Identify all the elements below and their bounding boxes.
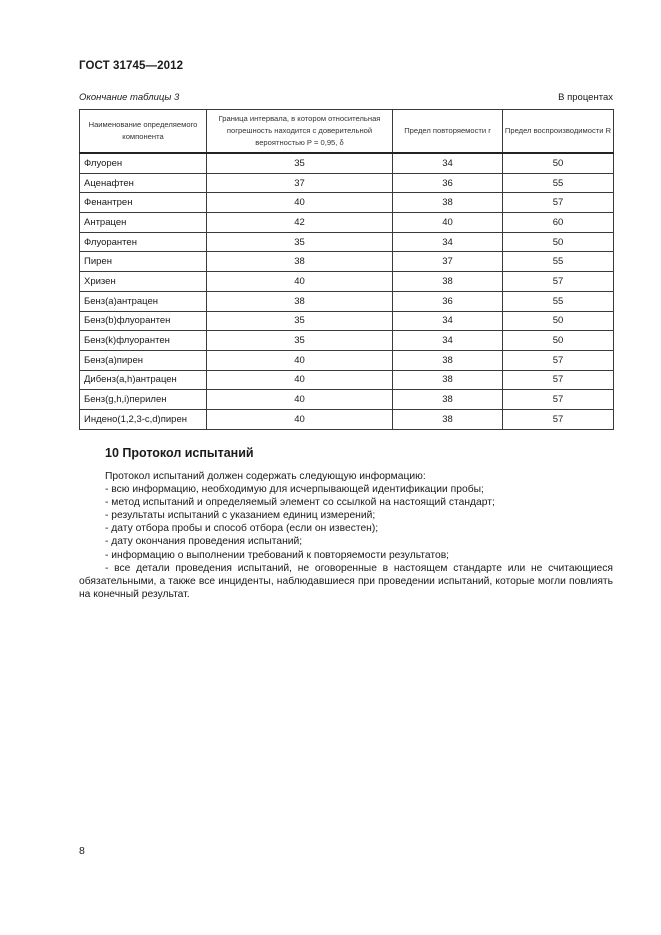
repeatability-value: 38 — [393, 272, 503, 292]
list-item: - все детали проведения испытаний, не оговоренные в настоящем стандарте или не считающиеся обязательными, а также все инциденты, наблюдавшиеся при проведении испытаний, которые могли повлиять на конечный результат. — [79, 562, 613, 600]
reproducibility-value: 57 — [503, 370, 614, 390]
section-intro: Протокол испытаний должен содержать следующую информацию: — [105, 471, 426, 482]
component-name: Дибенз(a,h)антрацен — [80, 370, 207, 390]
interval-value: 38 — [207, 252, 393, 272]
repeatability-value: 38 — [393, 409, 503, 429]
repeatability-value: 36 — [393, 173, 503, 193]
document-code: ГОСТ 31745—2012 — [79, 60, 184, 72]
table-header-row — [80, 110, 614, 154]
table-units: В процентах — [558, 92, 613, 103]
component-name: Бенз(а)антрацен — [80, 291, 207, 311]
component-name: Бенз(а)пирен — [80, 350, 207, 370]
reproducibility-value: 57 — [503, 390, 614, 410]
page-number: 8 — [79, 845, 85, 857]
component-name: Бенз(k)флуорантен — [80, 331, 207, 351]
interval-value: 35 — [207, 153, 393, 173]
reproducibility-value: 55 — [503, 291, 614, 311]
component-name: Индено(1,2,3-c,d)пирен — [80, 409, 207, 429]
component-name: Аценафтен — [80, 173, 207, 193]
table-row — [80, 213, 614, 233]
table-row — [80, 153, 614, 173]
table-row — [80, 311, 614, 331]
column-header-repeatability: Предел повторяемости r — [393, 110, 503, 154]
interval-value: 35 — [207, 232, 393, 252]
reproducibility-value: 50 — [503, 331, 614, 351]
table-row — [80, 390, 614, 410]
list-item: - всю информацию, необходимую для исчерпывающей идентификации пробы; — [105, 484, 484, 496]
table-row — [80, 173, 614, 193]
interval-value: 35 — [207, 311, 393, 331]
reproducibility-value: 50 — [503, 232, 614, 252]
reproducibility-value: 55 — [503, 252, 614, 272]
interval-value: 38 — [207, 291, 393, 311]
repeatability-value: 37 — [393, 252, 503, 272]
results-table — [79, 109, 614, 430]
table-row — [80, 252, 614, 272]
table-row — [80, 232, 614, 252]
interval-value: 35 — [207, 331, 393, 351]
interval-value: 40 — [207, 272, 393, 292]
repeatability-value: 34 — [393, 331, 503, 351]
column-header-component: Наименование определяемого компонента — [80, 110, 207, 154]
table-row — [80, 331, 614, 351]
reproducibility-value: 57 — [503, 350, 614, 370]
reproducibility-value: 60 — [503, 213, 614, 233]
interval-value: 40 — [207, 350, 393, 370]
list-item: - результаты испытаний с указанием единиц измерений; — [105, 510, 376, 522]
repeatability-value: 34 — [393, 232, 503, 252]
repeatability-value: 40 — [393, 213, 503, 233]
table-row — [80, 350, 614, 370]
component-name: Фенантрен — [80, 193, 207, 213]
list-item: - дату окончания проведения испытаний; — [105, 536, 303, 548]
interval-value: 42 — [207, 213, 393, 233]
reproducibility-value: 57 — [503, 409, 614, 429]
table-caption: Окончание таблицы 3 — [79, 92, 180, 103]
table-row — [80, 193, 614, 213]
table-row — [80, 370, 614, 390]
component-name: Пирен — [80, 252, 207, 272]
component-name: Бенз(b)флуорантен — [80, 311, 207, 331]
interval-value: 40 — [207, 370, 393, 390]
table-row — [80, 409, 614, 429]
interval-value: 40 — [207, 193, 393, 213]
reproducibility-value: 55 — [503, 173, 614, 193]
component-name: Антрацен — [80, 213, 207, 233]
repeatability-value: 34 — [393, 311, 503, 331]
component-name: Флуорен — [80, 153, 207, 173]
section-title: 10 Протокол испытаний — [105, 446, 254, 460]
repeatability-value: 38 — [393, 350, 503, 370]
repeatability-value: 38 — [393, 370, 503, 390]
column-header-reproducibility: Предел воспроизводимости R — [503, 110, 614, 154]
repeatability-value: 36 — [393, 291, 503, 311]
column-header-interval: Граница интервала, в котором относительная погрешность находится с доверительной вероятностью P = 0,95, δ — [207, 110, 393, 154]
reproducibility-value: 57 — [503, 193, 614, 213]
component-name: Хризен — [80, 272, 207, 292]
component-name: Флуорантен — [80, 232, 207, 252]
list-item: - дату отбора пробы и способ отбора (если он известен); — [105, 523, 379, 535]
list-item: - метод испытаний и определяемый элемент со ссылкой на настоящий стандарт; — [105, 497, 495, 509]
reproducibility-value: 57 — [503, 272, 614, 292]
repeatability-value: 34 — [393, 153, 503, 173]
component-name: Бенз(g,h,i)перилен — [80, 390, 207, 410]
interval-value: 37 — [207, 173, 393, 193]
table-row — [80, 272, 614, 292]
reproducibility-value: 50 — [503, 311, 614, 331]
repeatability-value: 38 — [393, 193, 503, 213]
interval-value: 40 — [207, 409, 393, 429]
list-item: - информацию о выполнении требований к повторяемости результатов; — [105, 549, 450, 561]
section-body — [79, 470, 613, 601]
reproducibility-value: 50 — [503, 153, 614, 173]
interval-value: 40 — [207, 390, 393, 410]
repeatability-value: 38 — [393, 390, 503, 410]
table-row — [80, 291, 614, 311]
